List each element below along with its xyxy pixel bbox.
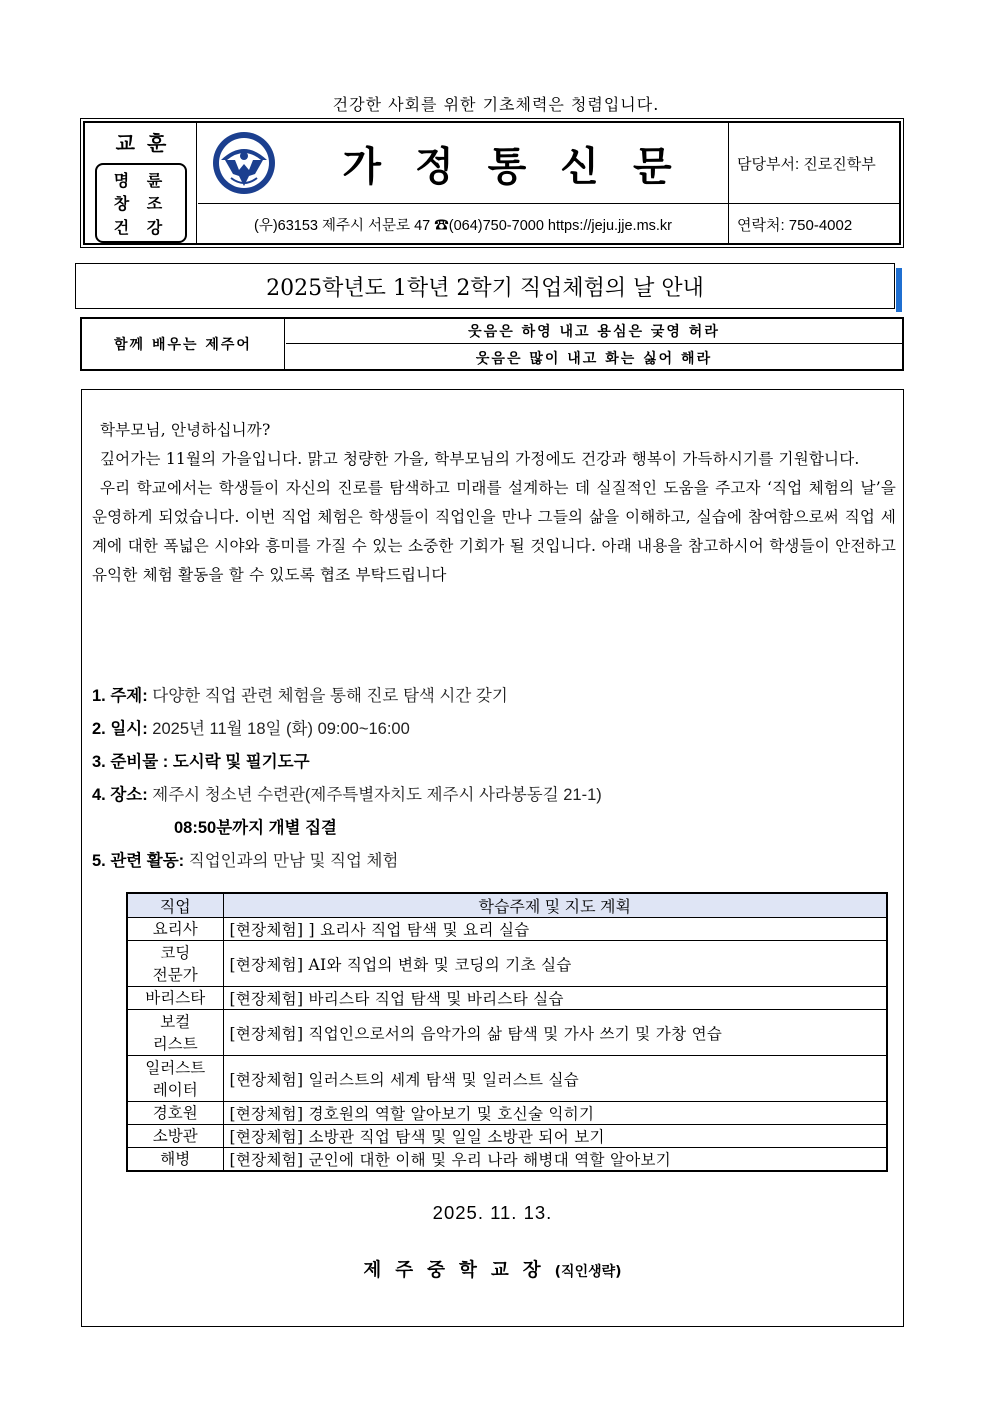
greeting: 학부모님, 안녕하십니까? [100, 421, 271, 439]
motto-title: 교훈 [115, 131, 179, 155]
job-cell: 해병 [127, 1148, 223, 1172]
item-label: 4. 장소: [92, 786, 148, 804]
plan-cell: [현장체험] 일러스트의 세계 탐색 및 일러스트 실습 [223, 1056, 887, 1102]
job-cell: 코딩 전문가 [127, 941, 223, 987]
table-row [127, 918, 887, 941]
table-row [127, 1010, 887, 1056]
school-emblem-icon [211, 130, 277, 196]
newsletter-title: 가정통신문 [342, 143, 706, 190]
motto-word: 명 륜 [113, 171, 169, 191]
table-row [127, 1125, 887, 1148]
table-row [127, 1148, 887, 1172]
principal-name: 제주중학교장 [363, 1260, 555, 1281]
table-row [127, 1102, 887, 1125]
plan-cell: [현장체험] 경호원의 역할 알아보기 및 호신술 익히기 [223, 1102, 887, 1125]
motto-word: 창 조 [113, 194, 169, 214]
school-logo [198, 123, 290, 203]
item-value: 제주시 청소년 수련관(제주특별자치도 제주시 사라봉동길 21-1) [147, 786, 602, 804]
item-label: 2. 일시: [92, 720, 148, 738]
school-address: (우)63153 제주시 서문로 47 ☎(064)750-7000 https://jeju.jje.ms.kr [198, 203, 728, 245]
integrity-slogan: 건강한 사회를 위한 기초체력은 청렴입니다. [332, 95, 660, 114]
notice-body [81, 389, 904, 1327]
department-column [728, 123, 901, 243]
item-value: 08:50분까지 개별 집결 [174, 819, 337, 837]
job-experience-table [126, 892, 888, 1172]
item-value: 도시락 및 필기도구 [168, 753, 310, 771]
job-cell: 경호원 [127, 1102, 223, 1125]
job-cell: 일러스트 레이터 [127, 1056, 223, 1102]
item-label: 1. 주제: [92, 687, 148, 705]
item-value: 다양한 직업 관련 체험을 통해 진로 탐색 시간 갖기 [147, 687, 508, 705]
list-item [92, 845, 882, 878]
table-row [127, 1056, 887, 1102]
dialect-translation: 웃음은 많이 내고 화는 싫어 해라 [475, 350, 713, 367]
plan-cell: [현장체험] ] 요리사 직업 탐색 및 요리 실습 [223, 918, 887, 941]
dialect-label: 함께 배우는 제주어 [82, 319, 285, 369]
column-header: 직업 [127, 893, 223, 918]
column-header: 학습주제 및 지도 계획 [223, 893, 887, 918]
notice-title: 2025학년도 1학년 2학기 직업체험의 날 안내 [75, 263, 895, 309]
contact-number: 연락처: 750-4002 [729, 203, 901, 245]
dialect-phrase: 웃음은 하영 내고 용심은 궂영 허라 [286, 319, 902, 344]
details-list [92, 680, 882, 878]
job-cell: 요리사 [127, 918, 223, 941]
list-item [92, 812, 882, 845]
school-motto-box [85, 123, 197, 243]
seal-note: (직인생략) [554, 1264, 622, 1280]
plan-cell: [현장체험] AI와 직업의 변화 및 코딩의 기초 실습 [223, 941, 887, 987]
item-label: 5. 관련 활동: [92, 852, 185, 870]
list-item [92, 746, 882, 779]
list-item [92, 713, 882, 746]
table-row [127, 987, 887, 1010]
item-value: 2025년 11월 18일 (화) 09:00~16:00 [147, 720, 410, 738]
plan-cell: [현장체험] 직업인으로서의 음악가의 삶 탐색 및 가사 쓰기 및 가창 연습 [223, 1010, 887, 1056]
principal-signature [82, 1256, 903, 1282]
table-row [127, 941, 887, 987]
item-value: 직업인과의 만남 및 직업 체험 [184, 852, 399, 870]
job-cell: 소방관 [127, 1125, 223, 1148]
paragraph: 우리 학교에서는 학생들이 자신의 진로를 탐색하고 미래를 설계하는 데 실질적인 도움을 주고자 ‘직업 체험의 날’을 운영하게 되었습니다. 이번 직업 체험은 학생들이 직업인을 만나 그들의 삶을 이해하고, 실습에 참여함으로써 직업 세계에 대한 폭넓은 시야와 흥미를 가질 수 있는 소중한 기회가 될 것입니다. 아래 내용을 참고하시어 학생들이 안전하고 유익한 체험 활동을 할 수 있도록 협조 부탁드립니다 [92, 479, 896, 584]
motto-words [95, 163, 187, 243]
paragraph: 깊어가는 11월의 가을입니다. 맑고 청량한 가을, 학부모님의 가정에도 건강과 행복이 가득하시기를 기원합니다. [100, 450, 860, 468]
newsletter-header [80, 118, 904, 248]
list-item [92, 680, 882, 713]
department-label: 담당부서: 진로진학부 [737, 155, 876, 173]
motto-word: 건 강 [113, 217, 169, 237]
header-inner-frame [84, 122, 900, 244]
job-cell: 바리스타 [127, 987, 223, 1010]
plan-cell: [현장체험] 소방관 직업 탐색 및 일일 소방관 되어 보기 [223, 1125, 887, 1148]
plan-cell: [현장체험] 바리스타 직업 탐색 및 바리스타 실습 [223, 987, 887, 1010]
list-item [92, 779, 882, 812]
letter-text [92, 416, 896, 590]
job-cell: 보컬 리스트 [127, 1010, 223, 1056]
plan-cell: [현장체험] 군인에 대한 이해 및 우리 나라 해병대 역할 알아보기 [223, 1148, 887, 1172]
item-label: 3. 준비물 : [92, 753, 169, 771]
jeju-dialect-table [80, 317, 904, 371]
issue-date: 2025. 11. 13. [432, 1202, 553, 1223]
